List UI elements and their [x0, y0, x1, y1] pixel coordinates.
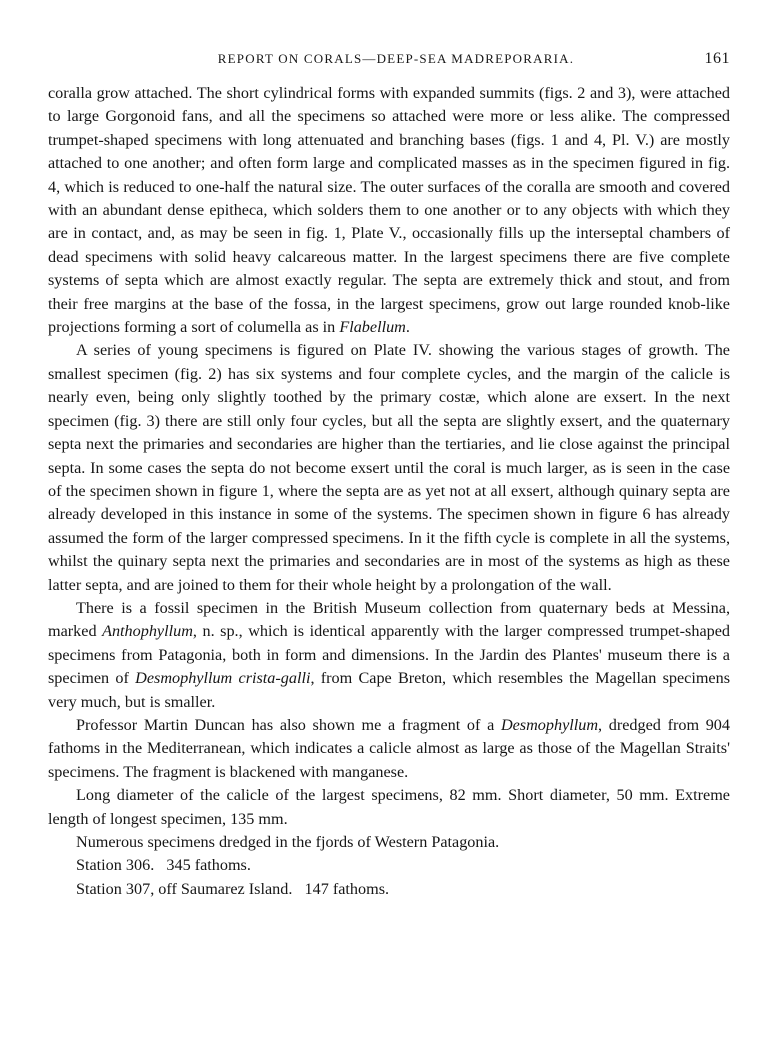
body-text — [48, 82, 730, 901]
text-run: , n. sp., which is identical apparently with the larger compressed trumpet-shaped specimens from Patagonia, both in form and dimensions. In the Jardin des Plantes' museum there is a specimen of — [48, 622, 730, 688]
station-line: Station 307, off Saumarez Island. 147 fathoms. — [76, 879, 390, 898]
paragraph-measurements — [48, 784, 730, 831]
station-line: Station 306. 345 fathoms. — [76, 856, 251, 875]
paragraph-mediterranean-fragment — [48, 714, 730, 784]
text-run: , from Cape Breton, which resembles the Magellan specimens very much, but is smaller. — [48, 669, 730, 711]
page-number: 161 — [704, 50, 730, 67]
genus-name-flabellum: Flabellum — [339, 318, 406, 337]
paragraph-septa-description — [48, 82, 730, 339]
species-name-desmophyllum-crista-galli: Desmophyllum crista-galli — [135, 669, 311, 688]
text-run: , dredged from 904 fathoms in the Mediterranean, which indicates a calicle almost as large as those of the Magellan Straits' specimens. The fragment is blackened with manganese. — [48, 715, 730, 781]
text-run: Long diameter of the calicle of the largest specimens, 82 mm. Short diameter, 50 mm. Extreme length of longest specimen, 135 mm. — [48, 786, 730, 828]
genus-name-anthophyllum: Anthophyllum — [102, 622, 193, 641]
text-run: Professor Martin Duncan has also shown me a fragment of a — [76, 715, 501, 734]
genus-name-desmophyllum: Desmophyllum — [500, 715, 599, 734]
running-title: REPORT ON CORALS—DEEP-SEA MADREPORARIA. — [217, 51, 575, 66]
text-run: . — [405, 318, 410, 337]
running-head — [48, 46, 730, 72]
text-run: There is a fossil specimen in the British Museum collection from quaternary beds at Messina, marked — [48, 598, 730, 641]
paragraph-young-specimens — [48, 339, 730, 596]
page — [48, 46, 730, 901]
locality-line: Numerous specimens dredged in the fjords of Western Patagonia. — [76, 833, 500, 851]
text-run: A series of young specimens is figured on Plate IV. showing the various stages of growth. The smallest specimen (fig. 2) has six systems and four complete cycles, and the margin of the calicle is nearly even, being only slightly toothed by the primary costæ, which alone are exsert. In the next specimen (fig. 3) there are still only four cycles, but all the septa are slightly exsert, and the quaternary septa next the primaries and secondaries are higher than the tertiaries, and lie close against the principal septa. In some cases the septa do not become exsert until the coral is much larger, as is seen in the case of the specimen shown in figure 1, where the septa are as yet not at all exsert, although quinary septa are already developed in this instance in some of the systems. The specimen shown in figure 6 has already assumed the form of the larger compressed specimens. In it the fifth cycle is complete in all the systems, whilst the quinary septa next the primaries and secondaries are in most of the systems as high as these latter septa, and are joined to them for their whole height by a prolongation of the wall. — [48, 341, 730, 594]
text-run: coralla grow attached. The short cylindrical forms with expanded summits (figs. 2 and 3), were attached to large Gorgonoid fans, and all the specimens so attached were more or less alike. The compressed trumpet-shaped specimens with long attenuated and branching bases (figs. 1 and 4, Pl. V.) are mostly attached to one another; and often form large and complicated masses as in the specimen figured in fig. 4, which is reduced to one-half the natural size. The outer surfaces of the coralla are smooth and covered with an abundant dense epitheca, which solders them to one another or to any objects with which they are in contact, and, as may be seen in fig. 1, Plate V., occasionally fills up the interseptal chambers of dead specimens with solid heavy calcareous matter. In the largest specimens there are five complete systems of septa which are almost exactly regular. The septa are extremely thick and stout, and from their free margins at the base of the fossa, in the largest specimens, grow out large rounded knob-like projections forming a sort of columella as in — [48, 84, 730, 337]
paragraph-fossil-specimen — [48, 597, 730, 714]
